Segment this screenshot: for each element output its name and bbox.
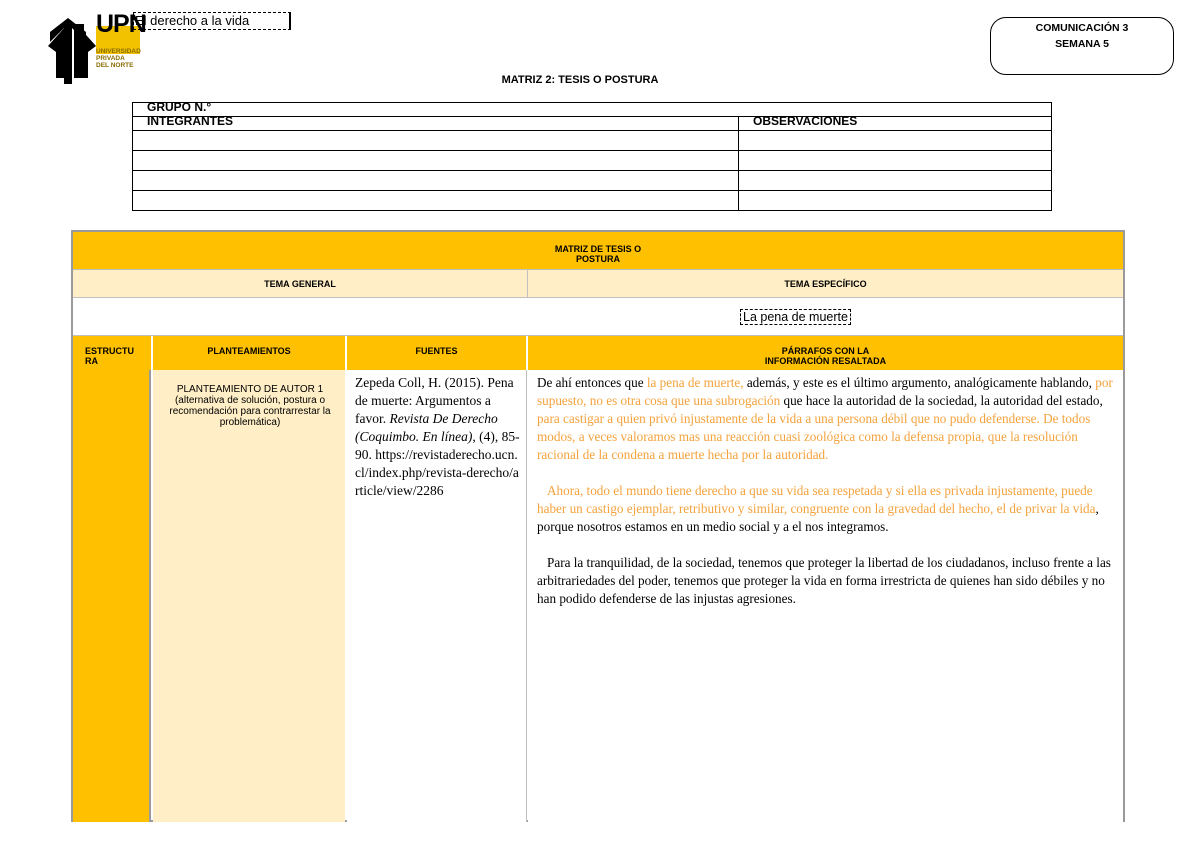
- approach-title: PLANTEAMIENTO DE AUTOR 1: [176, 384, 324, 395]
- paragraph-1-text: De ahí entonces que: [537, 375, 647, 390]
- paragraph-3: Para la tranquilidad, de la sociedad, tenemos que proteger la libertad de los ciudadanos, incluso frente a las arbitrariedades del poder, tenemos que proteger la vida en forma irrestricta de quienes han sido débiles y no han podido defenderse de las injustas agresiones.: [537, 555, 1111, 606]
- member-cell[interactable]: [133, 151, 739, 171]
- topic-values-row: [73, 298, 1123, 336]
- logo-subtitle-3: DEL NORTE: [96, 62, 134, 69]
- paragraphs-header-line1: PÁRRAFOS CON LA: [781, 346, 870, 356]
- paragraph-1-highlight: para castigar a quien privó injustamente de la vida a una persona débil que no pudo defenderse. De todos modos, a veces valoramos mas una reacción cuasi zoológica como la defensa propia, que la resolución racional de la condena a muerte hecha por la autoridad.: [537, 411, 1091, 462]
- course-box: [990, 17, 1174, 75]
- course-week: SEMANA 5: [1055, 38, 1109, 50]
- paragraphs-column-header: [528, 336, 1123, 370]
- source-citation: Zepeda Coll, H. (2015). Pena de muerte: Argumentos a favor.: [355, 375, 514, 426]
- specific-topic-label: TEMA ESPECÍFICO: [528, 270, 1123, 298]
- matrix-title: MATRIZ 2: TESIS O POSTURA: [501, 74, 659, 86]
- table-row: [133, 191, 1052, 211]
- logo-subtitle-1: UNIVERSIDAD: [96, 48, 141, 55]
- table-row: [133, 151, 1052, 171]
- specific-topic-value[interactable]: La pena de muerte: [740, 309, 851, 325]
- course-name: COMUNICACIÓN 3: [1035, 22, 1129, 34]
- observation-cell[interactable]: [739, 171, 1052, 191]
- group-number-label: GRUPO N.°: [133, 103, 1052, 117]
- matrix-header-line2: POSTURA: [575, 254, 620, 264]
- paragraph-2: [537, 482, 1117, 536]
- document-title-box[interactable]: El derecho a la vida: [133, 12, 291, 30]
- general-topic-label: TEMA GENERAL: [73, 270, 528, 298]
- observation-cell[interactable]: [739, 131, 1052, 151]
- structure-header-line1: ESTRUCTU: [85, 346, 134, 356]
- paragraph-2-highlight: Ahora, todo el mundo tiene derecho a que su vida sea respetada y si ella es privada injustamente, puede haber un castigo ejemplar, retributivo y similar, congruente con la gravedad del hecho, el de privar la vida: [537, 483, 1096, 516]
- sources-column-header: FUENTES: [347, 336, 526, 370]
- structure-column-header: [73, 336, 151, 370]
- structure-header-line2: RA: [85, 356, 98, 366]
- source-details: , (4), 85-90. https://revistaderecho.ucn.cl/index.php/revista-derecho/article/view/2286: [355, 429, 520, 498]
- logo-name: UPN: [96, 10, 146, 38]
- approaches-column-header: PLANTEAMIENTOS: [153, 336, 345, 370]
- member-cell[interactable]: [133, 191, 739, 211]
- matrix-header: [73, 232, 1123, 270]
- paragraph-1-highlight: la pena de muerte,: [646, 375, 744, 390]
- matrix-header-line1: MATRIZ DE TESIS O: [554, 244, 642, 254]
- source-cell[interactable]: [347, 370, 527, 822]
- paragraph-1-text: que hace la autoridad de la sociedad, la autoridad del estado,: [780, 393, 1103, 408]
- members-label: INTEGRANTES: [133, 117, 739, 131]
- logo-wordmark: [96, 10, 146, 69]
- paragraph-1: [537, 374, 1117, 464]
- group-table: [132, 102, 1052, 211]
- structure-cell[interactable]: [73, 370, 151, 822]
- observations-label: OBSERVACIONES: [739, 117, 1052, 131]
- logo-subtitle-2: PRIVADA: [96, 55, 125, 62]
- paragraphs-header-line2: INFORMACIÓN RESALTADA: [764, 356, 887, 366]
- source-journal: Revista De Derecho (Coquimbo. En línea): [355, 411, 498, 444]
- paragraph-2-text: , porque nosotros estamos en un medio social y a el nos integramos.: [537, 501, 1099, 534]
- approach-description: (alternativa de solución, postura o recomendación para contrarrestar la problemática): [169, 395, 331, 428]
- member-cell[interactable]: [133, 171, 739, 191]
- table-row: [133, 171, 1052, 191]
- member-cell[interactable]: [133, 131, 739, 151]
- paragraphs-cell[interactable]: [528, 370, 1123, 822]
- thesis-matrix: [71, 230, 1125, 822]
- table-row: [133, 131, 1052, 151]
- paragraph-1-highlight: por supuesto, no es otra cosa que una subrogación: [537, 375, 1113, 408]
- observation-cell[interactable]: [739, 191, 1052, 211]
- approach-cell[interactable]: [153, 370, 345, 822]
- observation-cell[interactable]: [739, 151, 1052, 171]
- paragraph-1-text: además, y este es el último argumento, analógicamente hablando,: [743, 375, 1096, 390]
